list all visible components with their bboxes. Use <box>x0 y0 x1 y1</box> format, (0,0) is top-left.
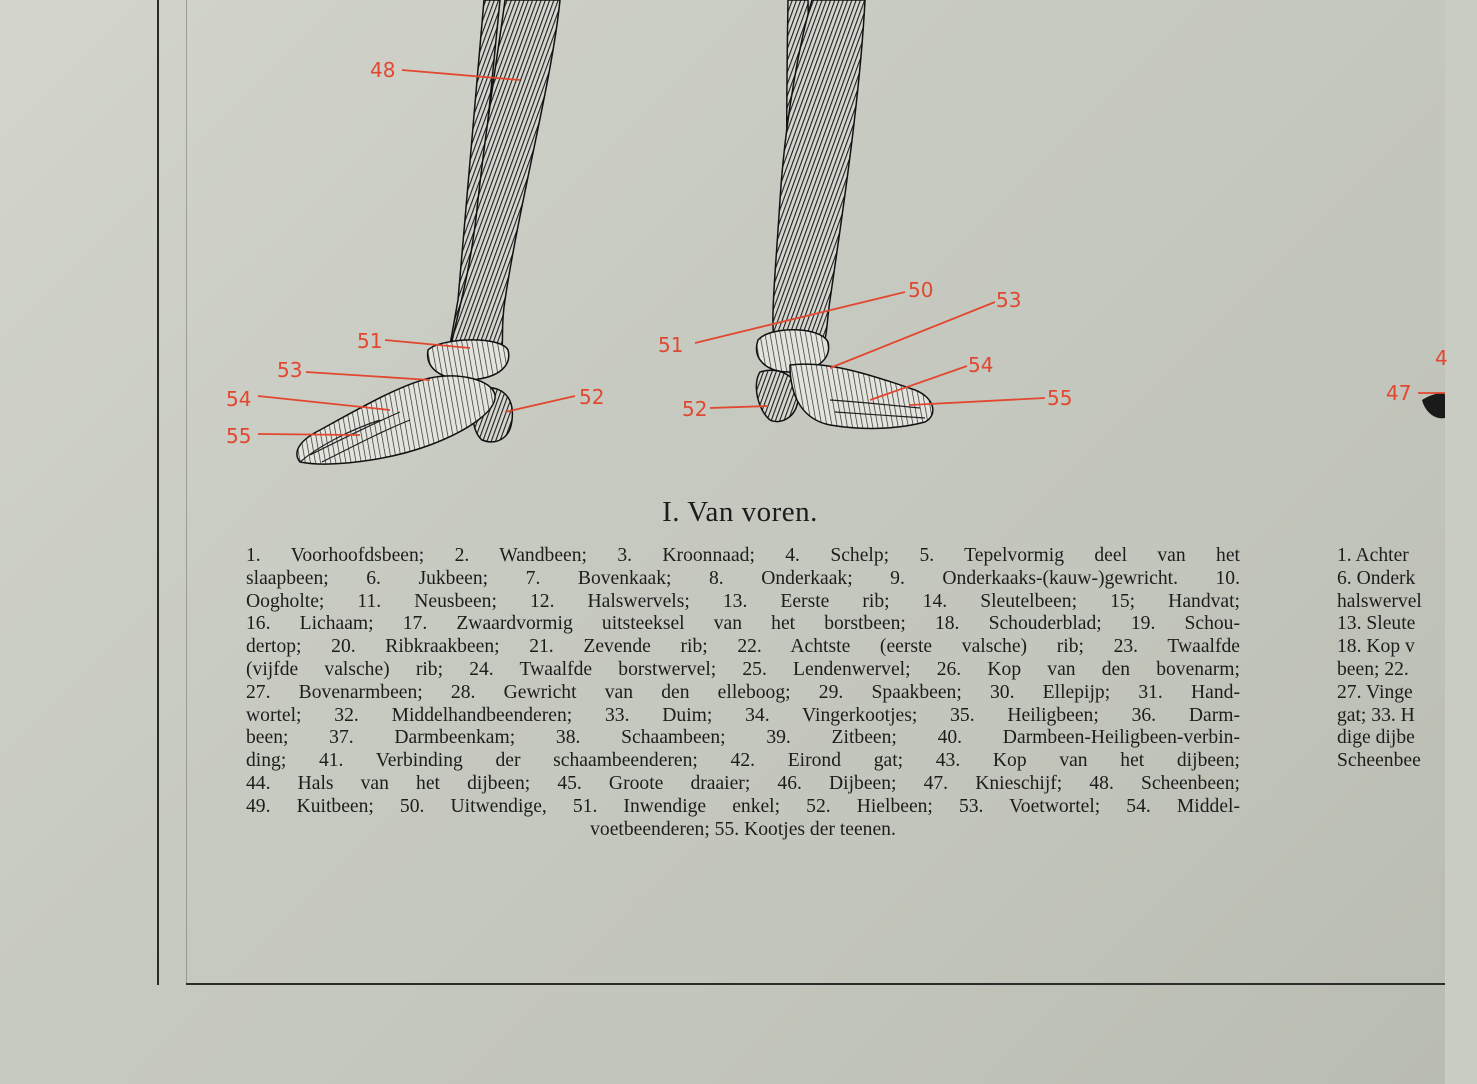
callout-51-left: 51 <box>357 329 383 353</box>
side-legend-line: halswervel <box>1337 590 1422 612</box>
right-foot <box>790 364 933 428</box>
callout-48: 48 <box>370 58 396 82</box>
side-legend-line: dige dijbe <box>1337 727 1415 749</box>
right-edge-fragment <box>1422 393 1445 418</box>
legend-line: dertop; 20. Ribkraakbeen; 21. Zevende rib; 22. Achtste (eerste valsche) rib; 23. Twaalfde <box>246 636 1240 658</box>
side-legend-line: been; 22. <box>1337 658 1409 680</box>
left-leg <box>297 0 560 464</box>
figure-caption-title: I. Van voren. <box>662 496 818 528</box>
side-legend-line: Scheenbee <box>1337 750 1421 772</box>
callout-55-right: 55 <box>1047 386 1073 410</box>
callout-51-right: 51 <box>658 333 684 357</box>
side-legend-line: gat; 33. H <box>1337 704 1415 726</box>
callout-4-partial: 4 <box>1435 346 1448 370</box>
legend-line: 44. Hals van het dijbeen; 45. Groote draaier; 46. Dijbeen; 47. Knieschijf; 48. Scheenbeen; <box>246 772 1240 794</box>
side-legend-line: 27. Vinge <box>1337 681 1413 703</box>
callout-52-right: 52 <box>682 397 708 421</box>
legend-line: Oogholte; 11. Neusbeen; 12. Halswervels; 13. Eerste rib; 14. Sleutelbeen; 15; Handvat; <box>246 590 1240 612</box>
legend-line: 27. Bovenarmbeen; 28. Gewricht van den elleboog; 29. Spaakbeen; 30. Ellepijp; 31. Hand- <box>246 681 1240 703</box>
legend-text-block <box>246 545 1240 841</box>
legend-line: ding; 41. Verbinding der schaambeenderen; 42. Eirond gat; 43. Kop van het dijbeen; <box>246 750 1240 772</box>
callout-50: 50 <box>908 278 934 302</box>
callout-54-right: 54 <box>968 353 994 377</box>
legend-line: 16. Lichaam; 17. Zwaardvormig uitsteeksel van het borstbeen; 18. Schouderblad; 19. Schou- <box>246 613 1240 635</box>
legend-line: 49. Kuitbeen; 50. Uitwendige, 51. Inwendige enkel; 52. Hielbeen; 53. Voetwortel; 54. Middel- <box>246 795 1240 817</box>
side-legend-partial <box>1337 545 1477 773</box>
legend-line: (vijfde valsche) rib; 24. Twaalfde borstwervel; 25. Lendenwervel; 26. Kop van den bovenarm; <box>246 658 1240 680</box>
legend-line: slaapbeen; 6. Jukbeen; 7. Bovenkaak; 8. Onderkaak; 9. Onderkaaks-(kauw-)gewricht. 10. <box>246 567 1240 589</box>
side-legend-line: 18. Kop v <box>1337 636 1415 658</box>
callout-54-left: 54 <box>226 387 252 411</box>
left-tibia <box>450 0 560 352</box>
right-leg <box>756 0 932 428</box>
legend-line: wortel; 32. Middelhandbeenderen; 33. Duim; 34. Vingerkootjes; 35. Heiligbeen; 36. Darm- <box>246 704 1240 726</box>
legend-line: been; 37. Darmbeenkam; 38. Schaambeen; 39. Zitbeen; 40. Darmbeen-Heiligbeen-verbin- <box>246 727 1240 749</box>
callout-47: 47 <box>1386 381 1412 405</box>
callout-53-left: 53 <box>277 358 303 382</box>
legend-line: 1. Voorhoofdsbeen; 2. Wandbeen; 3. Kroonnaad; 4. Schelp; 5. Tepelvormig deel van het <box>246 545 1240 566</box>
callout-55-left: 55 <box>226 424 252 448</box>
side-legend-line: 13. Sleute <box>1337 613 1416 635</box>
callout-53-right: 53 <box>996 288 1022 312</box>
legend-line: voetbeenderen; 55. Kootjes der teenen. <box>590 818 896 840</box>
side-legend-line: 6. Onderk <box>1337 567 1416 589</box>
callout-52-left: 52 <box>579 385 605 409</box>
left-foot <box>297 376 495 464</box>
side-legend-line: 1. Achter <box>1337 545 1409 566</box>
